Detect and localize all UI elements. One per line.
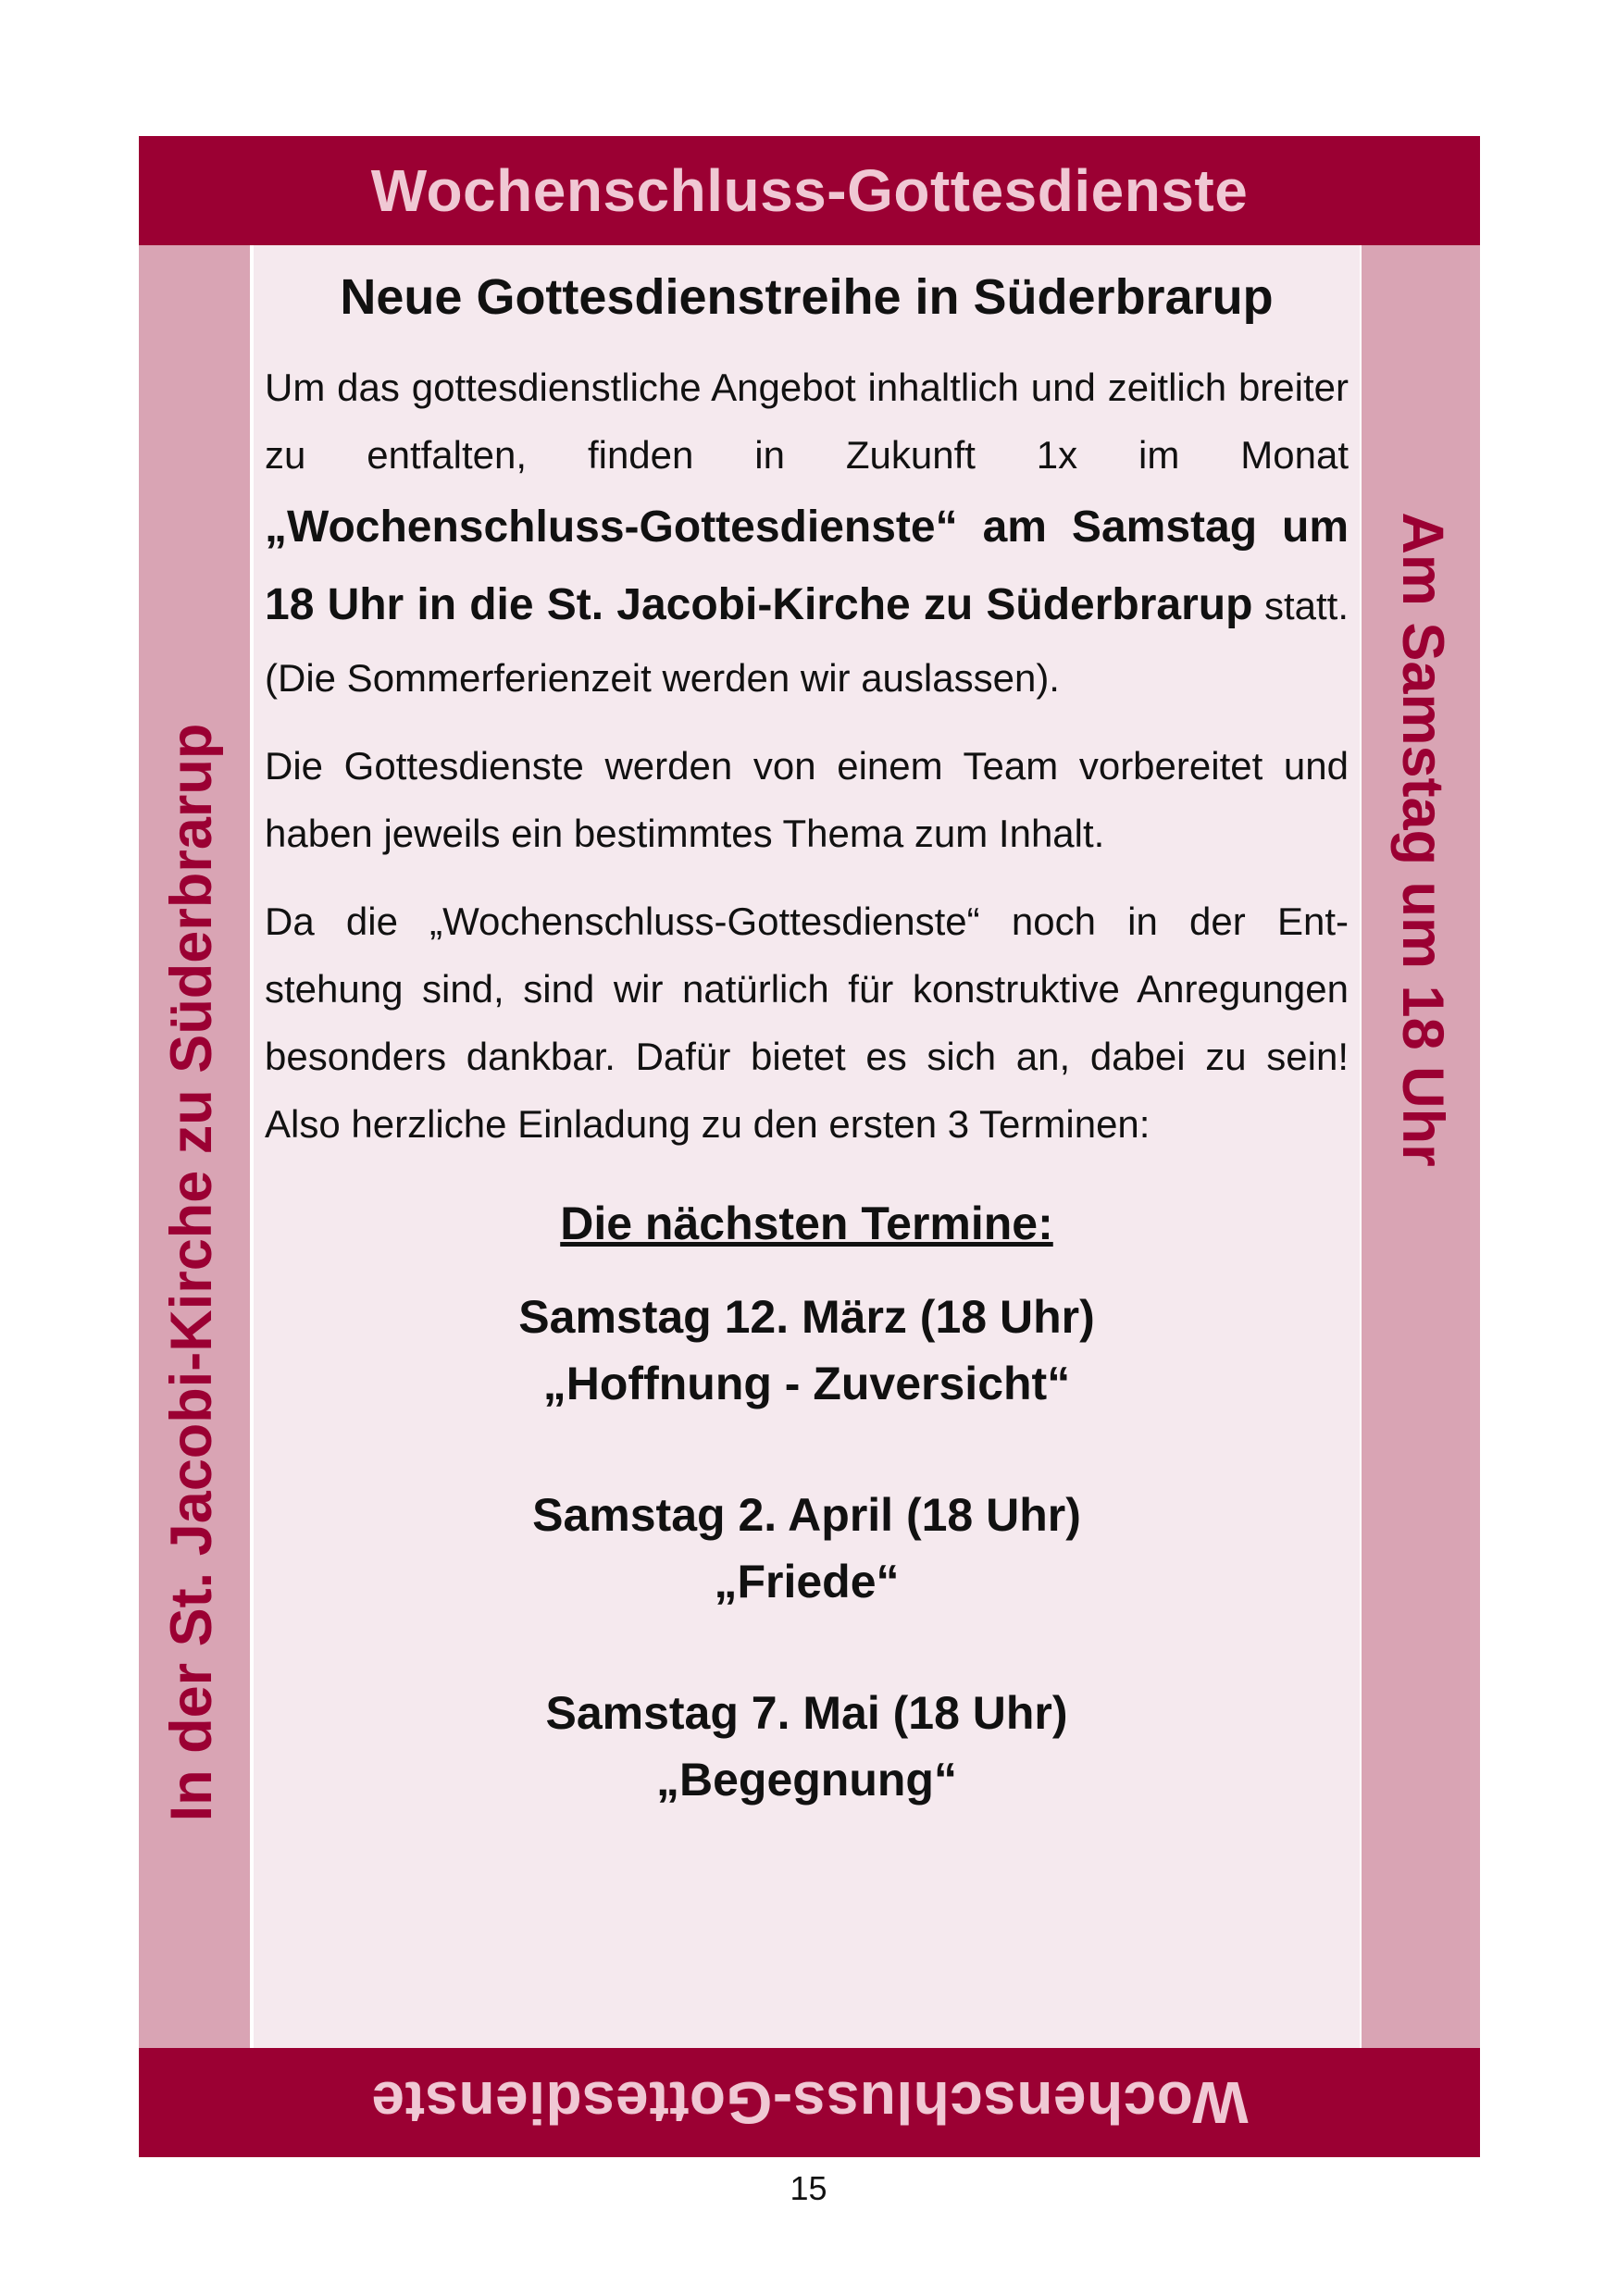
event-theme: „Begegnung“ [656, 1753, 957, 1806]
paragraph-team: Die Gottesdienste werden von einem Team vorbereitet und haben jeweils ein bestimmtes Thema zum Inhalt. [265, 743, 1349, 855]
footer-title: Wochenschluss-Gottesdienste [370, 2069, 1249, 2136]
left-sidebar-text: In der St. Jacobi-Kirche zu Süderbrarup [159, 723, 224, 1822]
event-item [265, 1680, 1349, 1813]
termine-heading: Die nächsten Termine: [560, 1197, 1053, 1249]
event-item [265, 1482, 1349, 1615]
paragraph-intro-start: Um das gottesdienstliche Angebot inhaltlich und zeitlich breiter zu entfalten, finden in Zukunft 1x im Monat [265, 365, 1349, 477]
header-title: Wochenschluss-Gottesdienste [370, 157, 1249, 224]
right-sidebar-text: Am Samstag um 18 Uhr [1389, 512, 1455, 1167]
event-date: Samstag 12. März (18 Uhr) [518, 1290, 1095, 1343]
footer-band [139, 2048, 1480, 2157]
paragraph-intro-end: statt. (Die Sommerferienzeit werden wir auslassen). [265, 583, 1349, 700]
event-date: Samstag 2. April (18 Uhr) [532, 1488, 1081, 1541]
event-item [265, 1284, 1349, 1417]
paragraph-intro [265, 354, 1349, 712]
header-band [139, 136, 1480, 245]
main-content [250, 245, 1362, 2064]
paragraph-intro-bold: „Wochenschluss-Gottesdienste“ am Samstag um 18 Uhr in die St. Jacobi-Kirche zu Süderbrarup [265, 502, 1349, 629]
paragraph-invitation: Da die „Wochenschluss-Gottesdienste“ noch in der Entstehung sind, sind wir natürlich für konstruktive Anregungen besonders dankbar. Dafür bietet es sich an, dabei zu sein! Also herzliche Einladung zu den ersten 3 Terminen: [265, 899, 1349, 1146]
right-sidebar [1364, 245, 1480, 2048]
event-theme: „Friede“ [714, 1555, 900, 1607]
event-date: Samstag 7. Mai (18 Uhr) [545, 1686, 1068, 1739]
page-number: 15 [790, 2169, 827, 2207]
event-theme: „Hoffnung - Zuversicht“ [542, 1357, 1071, 1409]
subtitle: Neue Gottesdienstreihe in Süderbrarup [340, 269, 1274, 325]
flyer-frame [139, 136, 1480, 2157]
left-sidebar [139, 245, 244, 2048]
